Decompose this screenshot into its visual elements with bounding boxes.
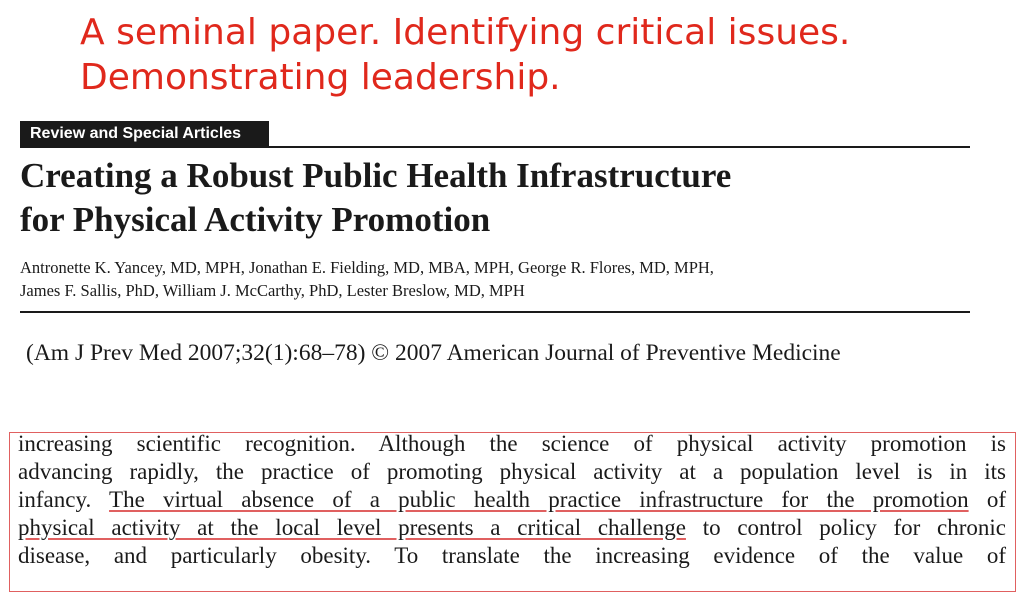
authors-line2: James F. Sallis, PhD, William J. McCarthy, PhD, Lester Breslow, MD, MPH — [20, 281, 525, 300]
section-tag: Review and Special Articles — [20, 121, 269, 147]
excerpt-line-5: disease, and particularly obesity. To translate the increasing evidence of the value of — [18, 543, 1006, 568]
excerpt-line-3-end: of — [968, 487, 1006, 512]
excerpt-line-1: increasing scientific recognition. Although the science of physical activity promotion is — [18, 431, 1006, 456]
slide-title-line1: A seminal paper. Identifying critical issues. — [80, 12, 851, 53]
paper-title-line2: for Physical Activity Promotion — [20, 200, 491, 239]
excerpt-line-4-end: to control policy for chronic — [685, 515, 1006, 540]
paper-title-line1: Creating a Robust Public Health Infrastructure — [20, 156, 732, 195]
authors — [20, 256, 970, 302]
bottom-divider — [20, 311, 970, 313]
slide-title-line2: Demonstrating leadership. — [80, 57, 561, 98]
paper-title — [20, 154, 970, 242]
excerpt-text — [18, 430, 1006, 570]
excerpt-line-3-start: infancy. — [18, 487, 110, 512]
top-divider — [20, 146, 970, 148]
citation: (Am J Prev Med 2007;32(1):68–78) © 2007 American Journal of Preventive Medicine — [26, 340, 841, 366]
excerpt-underlined-phrase-2: physical activity at the local level presents a critical challenge — [18, 515, 686, 540]
excerpt-line-4 — [18, 514, 1006, 542]
excerpt-underlined-phrase-1: The virtual absence of a public health practice infrastructure for the promotion — [109, 487, 969, 512]
excerpt-line-2: advancing rapidly, the practice of promoting physical activity at a population level is in its — [18, 459, 1006, 484]
authors-line1: Antronette K. Yancey, MD, MPH, Jonathan E. Fielding, MD, MBA, MPH, George R. Flores, MD, MPH, — [20, 258, 714, 277]
slide-title — [80, 10, 980, 100]
excerpt-line-3 — [18, 486, 1006, 514]
slide-title-area — [0, 0, 1024, 103]
